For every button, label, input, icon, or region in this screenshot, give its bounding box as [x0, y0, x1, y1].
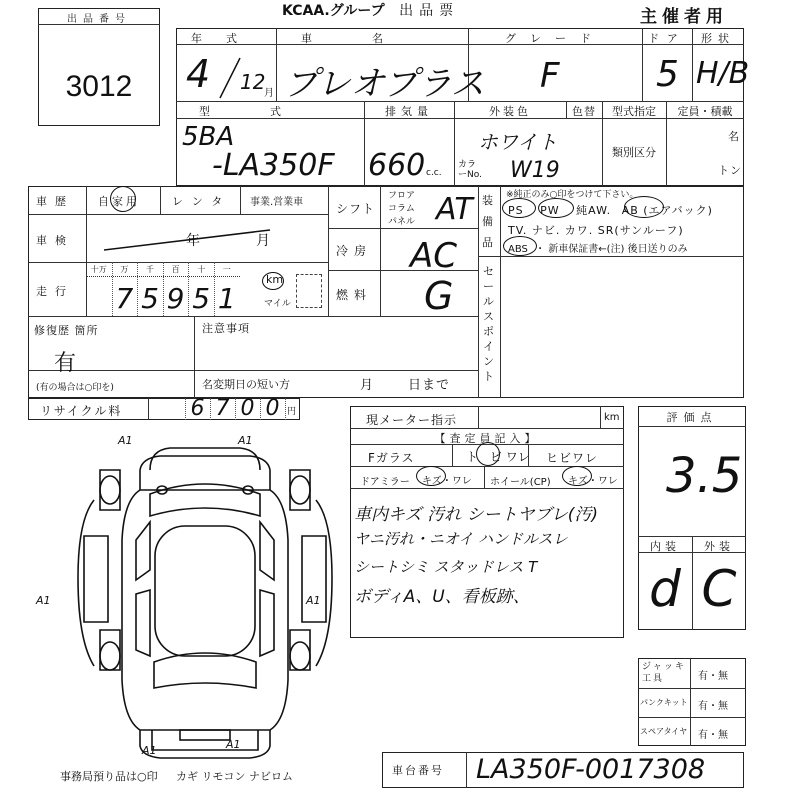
exterior-label: 外装 [704, 540, 734, 553]
damage-mark-right-side: A1 [306, 594, 321, 607]
front-glass-label: Fガラス [368, 451, 415, 465]
jack-yes-no: 有・無 [698, 671, 728, 682]
spare-tire-label: スペアタイヤ [640, 727, 688, 736]
notes-line-3: シートシミ スタッドレス T [354, 558, 538, 576]
jack-tools-label: ジャッキ工具 [642, 662, 686, 684]
pw-circle [538, 198, 574, 218]
car-name: プレオプラス [284, 64, 485, 104]
mile-checkbox[interactable] [296, 274, 322, 308]
mirror-circle [416, 466, 446, 486]
sheet-title [282, 0, 459, 20]
shift-label: シフト [336, 202, 376, 216]
equipment-note: ※純正のみ○印をつけて下さい。 [506, 190, 639, 200]
color-change-label: 色替 [572, 105, 596, 118]
model-prefix: 5BA [182, 122, 235, 152]
wheel-opt-1: キズ [568, 476, 588, 487]
equip-abs: ABS [508, 244, 528, 255]
fuel-label: 燃料 [336, 288, 373, 302]
short-name-change-label: 名変期日の短い方 [202, 378, 290, 391]
sales-point-label: セールスポイント [483, 265, 495, 383]
meter-label: 現メーター指示 [366, 413, 458, 427]
model-year: 4 [186, 52, 211, 96]
mileage-unit-label: 十 [197, 265, 206, 274]
ab-circle [621, 196, 664, 218]
car-name-label: 車名 [301, 32, 443, 45]
exterior-color-label: 外装色 [489, 105, 531, 118]
recycle-digit: 0 [240, 396, 255, 421]
load-unit: トン [718, 164, 742, 177]
damage-mark-front-right: A1 [238, 434, 253, 447]
spare-yes-no: 有・無 [698, 730, 728, 741]
inspection-strike [100, 216, 280, 260]
shift-option-column: コラム [388, 204, 415, 214]
model-label: 型式 [199, 105, 341, 118]
shape-label: 形状 [701, 32, 735, 45]
exterior-grade: C [701, 560, 737, 618]
mirror-label: ドアミラー [360, 477, 410, 488]
score-label: 評価点 [666, 411, 718, 424]
year-label: 年式 [191, 32, 261, 45]
shift-option-floor: フロア [388, 191, 416, 201]
chassis-label: 車台番号 [392, 764, 444, 777]
mileage-unit-label: 十万 [90, 265, 107, 274]
name-change-month: 月 [360, 378, 375, 393]
equipment-vertical-label: 装備品 [482, 194, 494, 249]
lot-number-label: 出品番号 [67, 14, 131, 25]
history-label: 車歴 [36, 195, 74, 208]
office-items-note: 事務局預り品は○印 [60, 770, 158, 783]
group-title: KCAA.グループ [282, 3, 385, 19]
interior-grade: d [649, 560, 681, 618]
km-label: km [266, 273, 284, 286]
mirror-opt-1: キズ [422, 476, 442, 487]
interior-label: 内装 [650, 540, 680, 553]
name-change-day: 日まで [408, 378, 451, 393]
score-value: 3.5 [666, 448, 743, 504]
repair-history-label: 修復歴 箇所 [34, 324, 99, 337]
recycle-label: リサイクル料 [40, 404, 123, 418]
lot-number-box [38, 8, 160, 126]
mile-label: マイル [264, 299, 291, 309]
mileage-unit-label: 一 [222, 265, 231, 274]
chassis-number: LA350F-0017308 [476, 754, 706, 785]
mileage-label: 走行 [36, 285, 74, 298]
fuel-value: G [424, 274, 454, 318]
mileage-digit: 5 [141, 282, 159, 315]
equip-ps: PS [508, 204, 524, 217]
damage-mark-rear-right: A1 [226, 738, 241, 751]
lot-number: 3012 [65, 70, 133, 103]
wheel-label: ホイール(CP) [490, 477, 551, 488]
capacity-label: 定員・積載 [677, 105, 733, 118]
ps-circle [502, 198, 536, 218]
glass-opt-2: ビ [489, 450, 502, 464]
car-diagram [70, 430, 340, 760]
ac-value: AC [410, 236, 457, 276]
equip-aw: 純AW. [576, 204, 612, 217]
model-code: -LA350F [212, 148, 335, 183]
model-designation-label: 型式指定 [612, 105, 656, 118]
inspection-label: 車検 [36, 234, 74, 247]
inspection-year-unit: 年 [186, 233, 201, 249]
month-unit: 月 [264, 88, 275, 99]
wheel-options: キズ・ワレ [568, 476, 618, 487]
shift-option-panel: パネル [388, 217, 416, 227]
repair-history-value: 有 [54, 351, 77, 376]
mirror-options: キズ・ワレ [422, 476, 472, 487]
displacement-value: 660 [368, 148, 426, 183]
puncture-yes-no: 有・無 [698, 701, 728, 712]
glass-circle [476, 442, 500, 466]
abs-circle [503, 236, 537, 256]
yen-label: 円 [287, 407, 297, 417]
history-option-private: 自家用 [98, 195, 140, 208]
history-option-rental: レンタ [172, 195, 232, 208]
notes-line-2: ヤニ汚れ・ニオイ ハンドルスレ [354, 530, 568, 548]
door-label: ドア [648, 32, 686, 45]
notes-label: 注意事項 [202, 322, 250, 335]
door-count: 5 [656, 54, 679, 95]
equipment-line-2: TV. ナビ. カワ. SR(サンルーフ) [508, 224, 684, 237]
inspection-month-unit: 月 [256, 233, 271, 249]
damage-mark-front-left: A1 [118, 434, 133, 447]
equip-ab: AB [621, 204, 639, 217]
sheet-title-text: 出品票 [399, 3, 460, 19]
glass-opt-3: ワレ [505, 450, 530, 464]
meter-km-unit: km [604, 412, 620, 423]
office-items-list: カギ リモコン ナビロム [176, 770, 293, 783]
damage-mark-rear-left: A1 [142, 744, 157, 757]
history-option-business: 事業.営業車 [250, 197, 304, 208]
color-no-label: カラーNo. [458, 160, 482, 180]
color-no: W19 [510, 158, 560, 183]
capacity-unit: 名 [728, 130, 740, 143]
recycle-digit: 6 [190, 396, 205, 421]
damage-mark-left-side: A1 [36, 594, 51, 607]
mirror-opt-2: ワレ [451, 476, 472, 487]
wheel-opt-2: ワレ [597, 476, 618, 487]
organizer-label: 主催者用 [640, 7, 728, 27]
recycle-digit: 7 [215, 396, 230, 421]
shift-value: AT [436, 192, 473, 227]
mileage-digit: 5 [192, 282, 211, 315]
glass-opt-1: ト [466, 450, 479, 464]
ac-label: 冷房 [336, 244, 373, 258]
wheel-circle [562, 466, 592, 486]
model-month: 12 [240, 70, 266, 94]
mileage-digit: 7 [115, 282, 134, 315]
cc-unit: c.c. [426, 168, 442, 178]
category-label: 類別区分 [612, 146, 656, 159]
equip-airbag: (エアバック) [643, 204, 713, 217]
inspector-report-title: 【査定員記入】 [434, 432, 540, 445]
equip-pw: PW [540, 204, 560, 217]
recycle-digit: 0 [265, 396, 280, 421]
mileage-unit-label: 万 [120, 265, 129, 274]
grade-label: グレード [505, 32, 605, 45]
color-name: ホワイト [478, 130, 558, 154]
mileage-digit: 1 [217, 282, 236, 315]
mileage-digit: 9 [166, 282, 185, 315]
mileage-unit-label: 百 [171, 265, 180, 274]
puncture-kit-label: パンクキット [640, 698, 688, 707]
body-shape: H/B [696, 56, 750, 91]
equip-warranty: ・ 新車保証書←(注) 後日送りのみ [535, 244, 688, 255]
mileage-unit-label: 千 [145, 265, 154, 274]
glass-crack-option: ヒビワレ [546, 451, 599, 465]
notes-line-4: ボディA、U、看板跡、 [354, 587, 530, 607]
displacement-label: 排気量 [385, 105, 433, 118]
notes-line-1: 車内キズ 汚れ シートヤブレ(汚) [354, 505, 599, 525]
repair-history-note: (有の場合は○印を) [36, 383, 114, 393]
history-selected-circle [110, 186, 136, 212]
grade-value: F [540, 56, 560, 96]
